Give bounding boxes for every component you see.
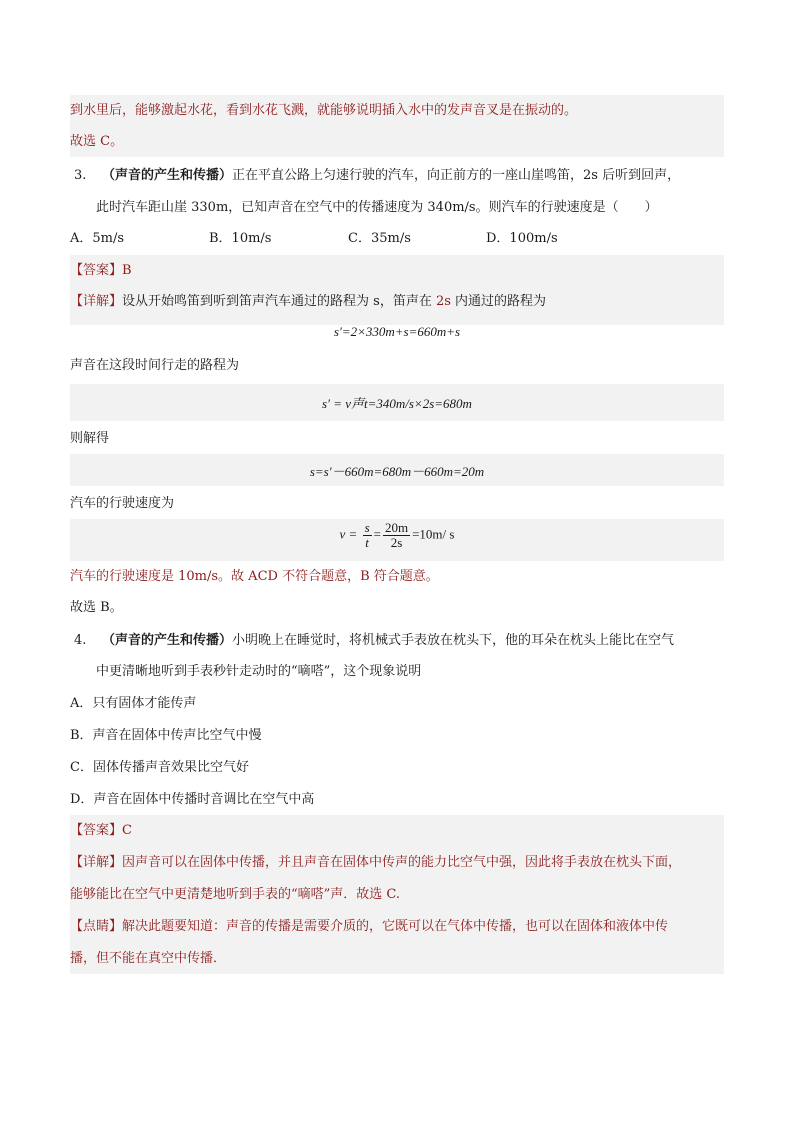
q3-stem-line-1 <box>102 166 680 186</box>
q4-note-text-1: 解决此题要知道：声音的传播是需要介质的，它既可以在气体中传播，也可以在固体和液体中传 <box>122 919 669 934</box>
q4-detail-label: 【详解】 <box>70 855 123 870</box>
q4-note-label: 【点睛】 <box>70 919 123 934</box>
q4-option-a: A．只有固体才能传声 <box>70 696 197 711</box>
q3-tag: （声音的产生和传播） <box>102 168 233 183</box>
q3-number: 3. <box>74 168 87 183</box>
q3-detail-text-b: s，笛声在 <box>369 294 436 309</box>
q3-stem-text-1: 正在平直公路上匀速行驶的汽车，向正前方的一座山崖鸣笛，2s 后听到回声， <box>232 168 681 183</box>
q3-option-b: B．10m/s <box>209 231 272 246</box>
q3-answer-block <box>70 255 724 325</box>
q4-answer-label: 【答案】 <box>70 823 123 838</box>
q3-solve-text: 则解得 <box>70 431 110 446</box>
formula4-left: v = <box>339 526 358 542</box>
formula4-eq: = <box>373 526 381 542</box>
q3-detail-text-d: 内通过的路程为 <box>450 294 547 309</box>
formula4-f2-den: 2s <box>390 535 403 550</box>
formula4-fraction-1 <box>363 521 372 550</box>
q3-formula-4 <box>70 521 724 550</box>
formula4-f2-num: 20m <box>384 520 409 535</box>
q3-answer-label: 【答案】 <box>70 263 123 278</box>
q3-formula-2: s′ = v声t=340m/s×2s=680m <box>322 396 472 411</box>
q4-tag: （声音的产生和传播） <box>102 633 233 648</box>
q4-option-c: C．固体传播声音效果比空气好 <box>70 760 249 775</box>
q4-answer <box>70 821 132 841</box>
q4-note-line-2: 播，但不能在真空中传播． <box>70 951 227 966</box>
q4-option-b: B．声音在固体中传声比空气中慢 <box>70 728 262 743</box>
q4-detail-line-2: 能够能比在空气中更清楚地听到手表的“嘀嗒”声．故选 C. <box>70 887 401 902</box>
q3-formula-1: s′=2×330m+s=660m+s <box>333 324 461 339</box>
q4-detail-text-1: 因声音可以在固体中传播，并且声音在固体中传声的能力比空气中强，因此将手表放在枕头下面， <box>122 855 682 870</box>
q4-number: 4. <box>74 633 87 648</box>
q3-stem-line-2: 此时汽车距山崖 330m，已知声音在空气中的传播速度为 340m/s。则汽车的行驶速度是（ ） <box>96 200 658 215</box>
q4-stem-line-1 <box>102 631 674 651</box>
q4-note-line-1 <box>70 917 668 937</box>
formula4-right: =10m/ s <box>412 526 455 542</box>
q3-formula-3: s=s′－660m=680m－660m=20m <box>309 464 485 479</box>
q3-detail-label: 【详解】 <box>70 294 123 309</box>
q4-detail-line-1 <box>70 853 681 873</box>
q4-answer-value: C <box>122 823 132 838</box>
intro-line-1: 到水里后，能够激起水花，看到水花飞溅，就能够说明插入水中的发声音叉是在振动的。 <box>70 103 578 118</box>
q4-stem-line-2: 中更清晰地听到手表秒针走动时的“嘀嗒”，这个现象说明 <box>96 664 422 679</box>
q3-option-a: A．5m/s <box>70 231 125 246</box>
intro-line-2: 故选 C。 <box>70 134 124 149</box>
q3-detail-line-1 <box>70 292 546 312</box>
formula4-fraction-2 <box>383 521 410 550</box>
q4-stem-text-1: 小明晚上在睡觉时，将机械式手表放在枕头下，他的耳朵在枕头上能比在空气 <box>232 633 675 648</box>
q3-sound-path-text: 声音在这段时间行走的路程为 <box>70 358 240 373</box>
q4-option-d: D．声音在固体中传播时音调比在空气中高 <box>70 792 315 807</box>
q3-answer-value: B <box>122 263 132 278</box>
q3-detail-text-a: 设从开始鸣笛到听到笛声汽车通过的路程为 <box>122 294 370 309</box>
q3-speed-text: 汽车的行驶速度为 <box>70 496 175 511</box>
q3-detail-text-c: 2s <box>435 294 451 309</box>
q3-conclusion: 汽车的行驶速度是 10m/s。故 ACD 不符合题意，B 符合题意。 <box>70 569 439 584</box>
q3-option-d: D．100m/s <box>486 231 558 246</box>
q3-choose: 故选 B。 <box>70 600 123 615</box>
q3-answer <box>70 261 132 281</box>
formula4-f1-num: s <box>364 520 370 535</box>
formula4-f1-den: t <box>365 535 369 550</box>
q3-option-c: C．35m/s <box>348 231 411 246</box>
